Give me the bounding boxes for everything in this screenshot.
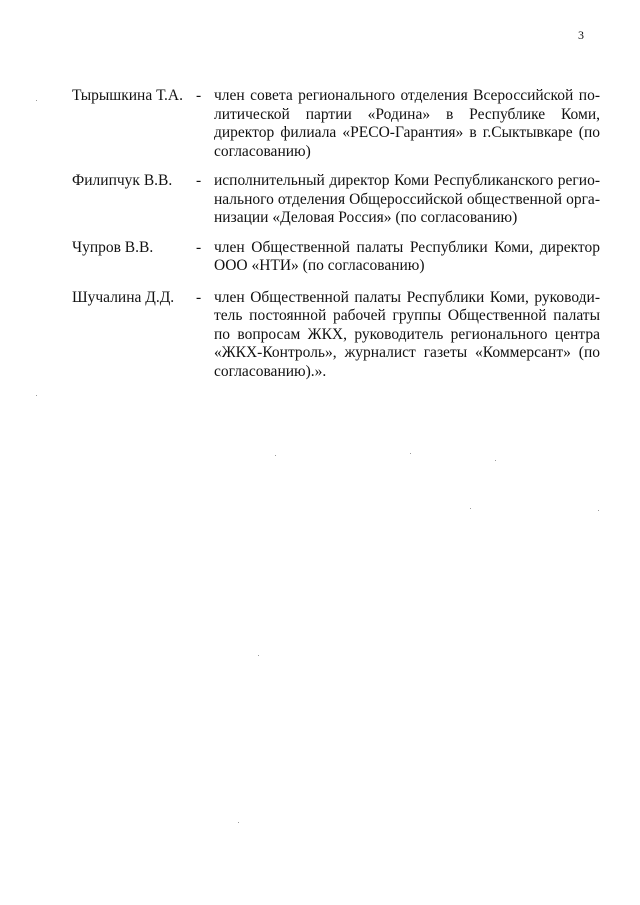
scan-speck xyxy=(36,395,37,396)
scan-speck xyxy=(495,460,496,461)
member-name: Шучалина Д.Д. xyxy=(72,288,175,306)
scan-speck xyxy=(258,655,259,656)
scan-speck xyxy=(598,510,599,511)
member-dash: - xyxy=(196,87,202,104)
member-dash: - xyxy=(196,288,202,306)
member-name: Чупров В.В. xyxy=(72,238,154,256)
member-entry xyxy=(72,289,600,382)
member-entry xyxy=(72,172,600,228)
member-name: Тырышкина Т.А. xyxy=(72,87,183,104)
member-description: член Общественной палаты Республики Коми, руководитель постоянной рабочей группы Общественной палаты по вопросам ЖКХ, руководитель регионального центра «ЖКХ-Контроль», журналист газеты «Коммерсант» (по согласованию).». xyxy=(214,288,600,380)
member-dash: - xyxy=(196,238,202,256)
member-name: Филипчук В.В. xyxy=(72,172,173,189)
scan-speck xyxy=(470,508,471,509)
member-dash: - xyxy=(196,172,202,189)
scan-speck xyxy=(238,822,239,823)
member-description: член Общественной палаты Республики Коми, директор ООО «НТИ» (по согласованию) xyxy=(214,238,600,274)
member-entry xyxy=(72,239,600,276)
member-description: член совета регионального отделения Всероссийской политической партии «Родина» в Республике Коми, директор филиала «РЕСО-Гарантия» в г.Сыктывкаре (по согласованию) xyxy=(214,87,600,160)
member-description: исполнительный директор Коми Республиканского регионального отделения Общероссийской общественной организации «Деловая Россия» (по согласованию) xyxy=(214,172,600,226)
scan-speck xyxy=(410,453,411,454)
member-entry xyxy=(72,87,600,161)
scan-speck xyxy=(36,100,37,101)
scan-speck xyxy=(275,455,276,456)
member-list xyxy=(72,87,600,392)
page-number: 3 xyxy=(578,28,584,42)
